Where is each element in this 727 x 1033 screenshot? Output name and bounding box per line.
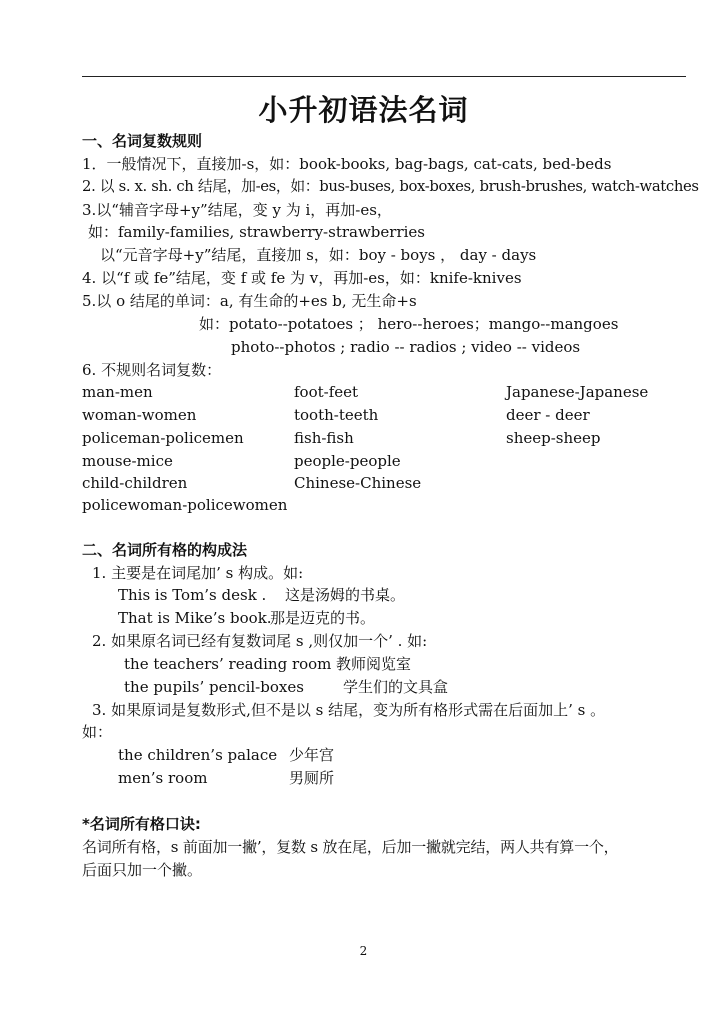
irregular-item: Chinese-Chinese [294,474,422,492]
irregular-item: fish-fish [294,429,354,447]
plural-rule-2: 2. 以 s. x. sh. ch 结尾，加-es，如：bus-buses, box-boxes, brush-brushes, watch-watches [82,178,699,195]
rhyme-line-2: 后面只加一个撇。 [82,861,203,879]
plural-rule-5-example-2: photo--photos ; radio -- radios ; video -- videos [231,338,581,356]
possessive-rule-3: 3. 如果原词是复数形式,但不是以 s 结尾，变为所有格形式需在后面加上’ s 。 [92,701,606,719]
irregular-item: people-people [294,452,401,470]
section1-heading: 一、名词复数规则 [82,132,203,150]
irregular-item: mouse-mice [82,452,173,470]
irregular-item: sheep-sheep [506,429,601,447]
possessive-example-cn: 那是迈克的书。 [270,609,376,627]
page-number: 2 [359,944,368,958]
possessive-example-en: the children’s palace [118,746,278,764]
plural-rule-5: 5.以 o 结尾的单词：a, 有生命的+es b, 无生命+s [82,292,417,310]
irregular-item: policewoman-policewomen [82,496,288,514]
page-title: 小升初语法名词 [258,93,469,127]
possessive-example-cn: 这是汤姆的书桌。 [285,586,406,604]
irregular-item: foot-feet [294,383,359,401]
rhyme-heading: *名词所有格口诀: [82,815,201,833]
possessive-example-en: the pupils’ pencil-boxes [124,678,304,696]
section2-heading: 二、名词所有格的构成法 [82,541,248,559]
irregular-item: policeman-policemen [82,429,244,447]
plural-rule-3-example: 如：family-families, strawberry-strawberries [88,223,425,241]
irregular-item: tooth-teeth [294,406,379,424]
plural-rule-3-vowel: 以“元音字母+y”结尾，直接加 s，如：boy - boys ， day - days [100,246,537,264]
possessive-example-cn: 男厕所 [289,769,335,787]
irregular-item: woman-women [82,406,197,424]
possessive-example-en: men’s room [118,769,208,787]
irregular-item: child-children [82,474,188,492]
plural-rule-3: 3.以“辅音字母+y”结尾，变 y 为 i，再加-es， [82,201,392,219]
top-rule [82,76,686,77]
possessive-example-en: the teachers’ reading room [124,655,332,673]
irregular-item: Japanese-Japanese [506,383,649,401]
plural-rule-6: 6. 不规则名词复数： [82,361,222,379]
possessive-rule-3-cont: 如： [82,723,113,741]
possessive-rule-1: 1. 主要是在词尾加’ s 构成。如: [92,564,304,582]
possessive-example-cn: 学生们的文具盒 [343,678,449,696]
plural-rule-1: 1．一般情况下，直接加-s，如：book-books, bag-bags, cat-cats, bed-beds [82,155,612,173]
plural-rule-5-example-1: 如：potato--potatoes ； hero--heroes；mango--mangoes [199,315,619,333]
possessive-example-en: That is Mike’s book. [118,609,272,627]
possessive-rule-2: 2. 如果原名词已经有复数词尾 s ,则仅加一个’ . 如: [92,632,428,650]
possessive-example-en: This is Tom’s desk . [118,586,267,604]
possessive-example-cn: 教师阅览室 [336,655,412,673]
irregular-item: deer - deer [506,406,590,424]
possessive-example-cn: 少年宫 [289,746,335,764]
irregular-item: man-men [82,383,153,401]
plural-rule-4: 4. 以“f 或 fe”结尾，变 f 或 fe 为 v，再加-es，如：knife-knives [82,269,522,287]
rhyme-line-1: 名词所有格，s 前面加一撇’，复数 s 放在尾，后加一撇就完结，两人共有算一个， [82,838,619,856]
